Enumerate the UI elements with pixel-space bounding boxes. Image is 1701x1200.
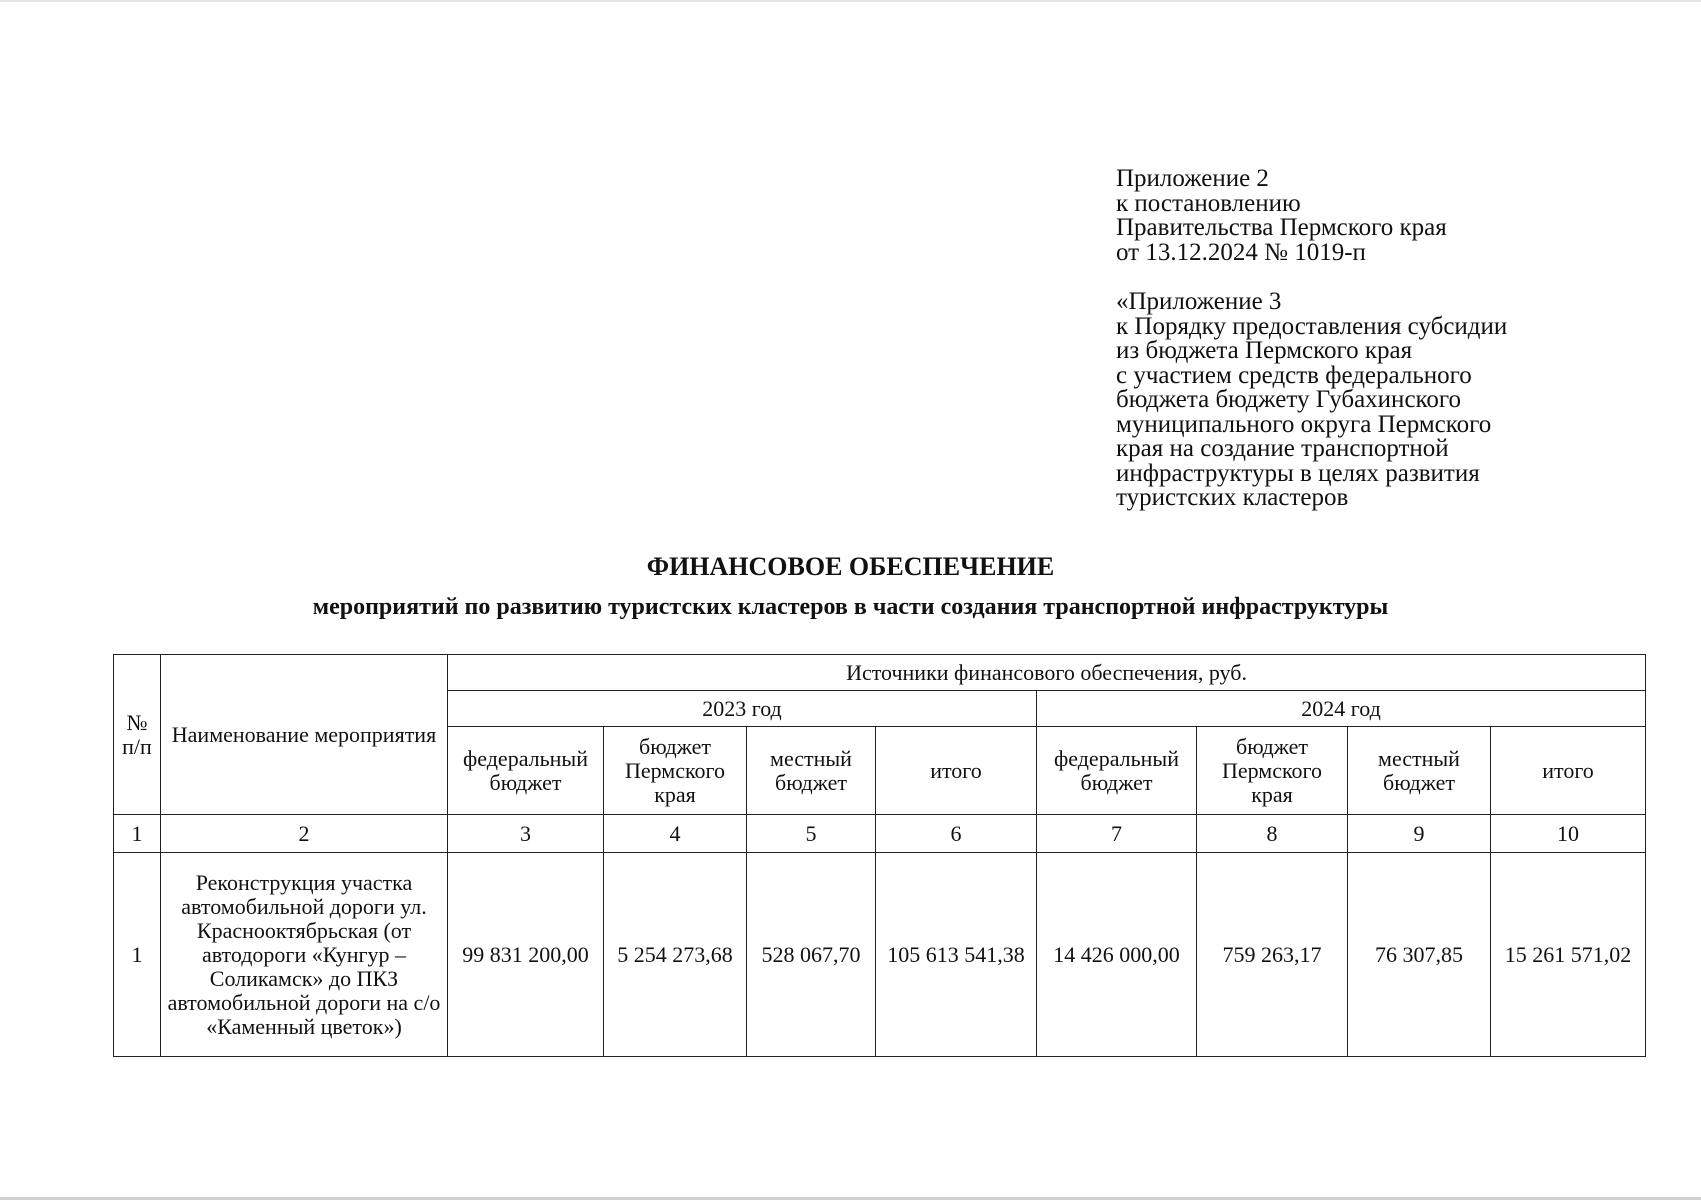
- subheader-total-2024: итого: [1491, 727, 1646, 815]
- column-number: 9: [1348, 815, 1491, 853]
- ref-line: к Порядку предоставления субсидии: [1116, 312, 1508, 340]
- table-row: [114, 853, 1646, 1057]
- ref-line: из бюджета Пермского края: [1116, 337, 1413, 364]
- value-federal-2023: 99 831 200,00: [448, 853, 604, 1057]
- value-regional-2024: 759 263,17: [1197, 853, 1348, 1057]
- appendix-line: к постановлению: [1116, 189, 1301, 217]
- column-number: 5: [747, 815, 876, 853]
- subheader-federal-2024: федеральный бюджет: [1037, 727, 1197, 815]
- subheader-regional-2023: бюджет Пермского края: [604, 727, 747, 815]
- column-number: 7: [1037, 815, 1197, 853]
- column-number: 8: [1197, 815, 1348, 853]
- scan-edge-top: [0, 0, 1701, 2]
- value-local-2024: 76 307,85: [1348, 853, 1491, 1057]
- appendix-line: Правительства Пермского края: [1116, 214, 1447, 241]
- subheader-local-2024: местный бюджет: [1348, 727, 1491, 815]
- header-sources: Источники финансового обеспечения, руб.: [448, 655, 1646, 691]
- ref-line: с участием средств федерального: [1116, 361, 1472, 389]
- column-number: 4: [604, 815, 747, 853]
- ref-line: муниципального округа Пермского: [1116, 410, 1492, 438]
- header-num: № п/п: [114, 655, 161, 815]
- header-year-2023: 2023 год: [448, 691, 1037, 727]
- appendix-gap: [1116, 265, 1676, 290]
- appendix-block: [1116, 167, 1676, 511]
- ref-line: края на создание транспортной: [1116, 435, 1449, 462]
- header-year-2024: 2024 год: [1037, 691, 1646, 727]
- ref-line: инфраструктуры в целях развития: [1116, 459, 1480, 487]
- subheader-total-2023: итого: [876, 727, 1037, 815]
- column-number: 1: [114, 815, 161, 853]
- value-federal-2024: 14 426 000,00: [1037, 853, 1197, 1057]
- subheader-federal-2023: федеральный бюджет: [448, 727, 604, 815]
- column-number: 3: [448, 815, 604, 853]
- value-total-2023: 105 613 541,38: [876, 853, 1037, 1057]
- subheader-regional-2024: бюджет Пермского края: [1197, 727, 1348, 815]
- appendix-line: Приложение 2: [1116, 165, 1269, 192]
- column-number: 2: [161, 815, 448, 853]
- value-local-2023: 528 067,70: [747, 853, 876, 1057]
- value-regional-2023: 5 254 273,68: [604, 853, 747, 1057]
- financing-table: [113, 654, 1646, 1057]
- header-name: Наименование мероприятия: [161, 655, 448, 815]
- ref-line: «Приложение 3: [1116, 288, 1282, 315]
- document-title: ФИНАНСОВОЕ ОБЕСПЕЧЕНИЕ: [646, 552, 1055, 581]
- subheader-local-2023: местный бюджет: [747, 727, 876, 815]
- appendix-line: от 13.12.2024 № 1019-п: [1116, 238, 1366, 266]
- ref-line: туристских кластеров: [1116, 484, 1349, 511]
- row-number: 1: [114, 853, 161, 1057]
- value-total-2024: 15 261 571,02: [1491, 853, 1646, 1057]
- column-number: 6: [876, 815, 1037, 853]
- measure-name: Реконструкция участка автомобильной дороги ул. Краснооктябрьская (от автодороги «Кунгур – Соликамск» до ПКЗ автомобильной дороги на с/о «Каменный цветок»): [161, 853, 448, 1057]
- document-subtitle: мероприятий по развитию туристских кластеров в части создания транспортной инфраструктуры: [312, 594, 1389, 620]
- ref-line: бюджета бюджету Губахинского: [1116, 386, 1462, 413]
- column-number: 10: [1491, 815, 1646, 853]
